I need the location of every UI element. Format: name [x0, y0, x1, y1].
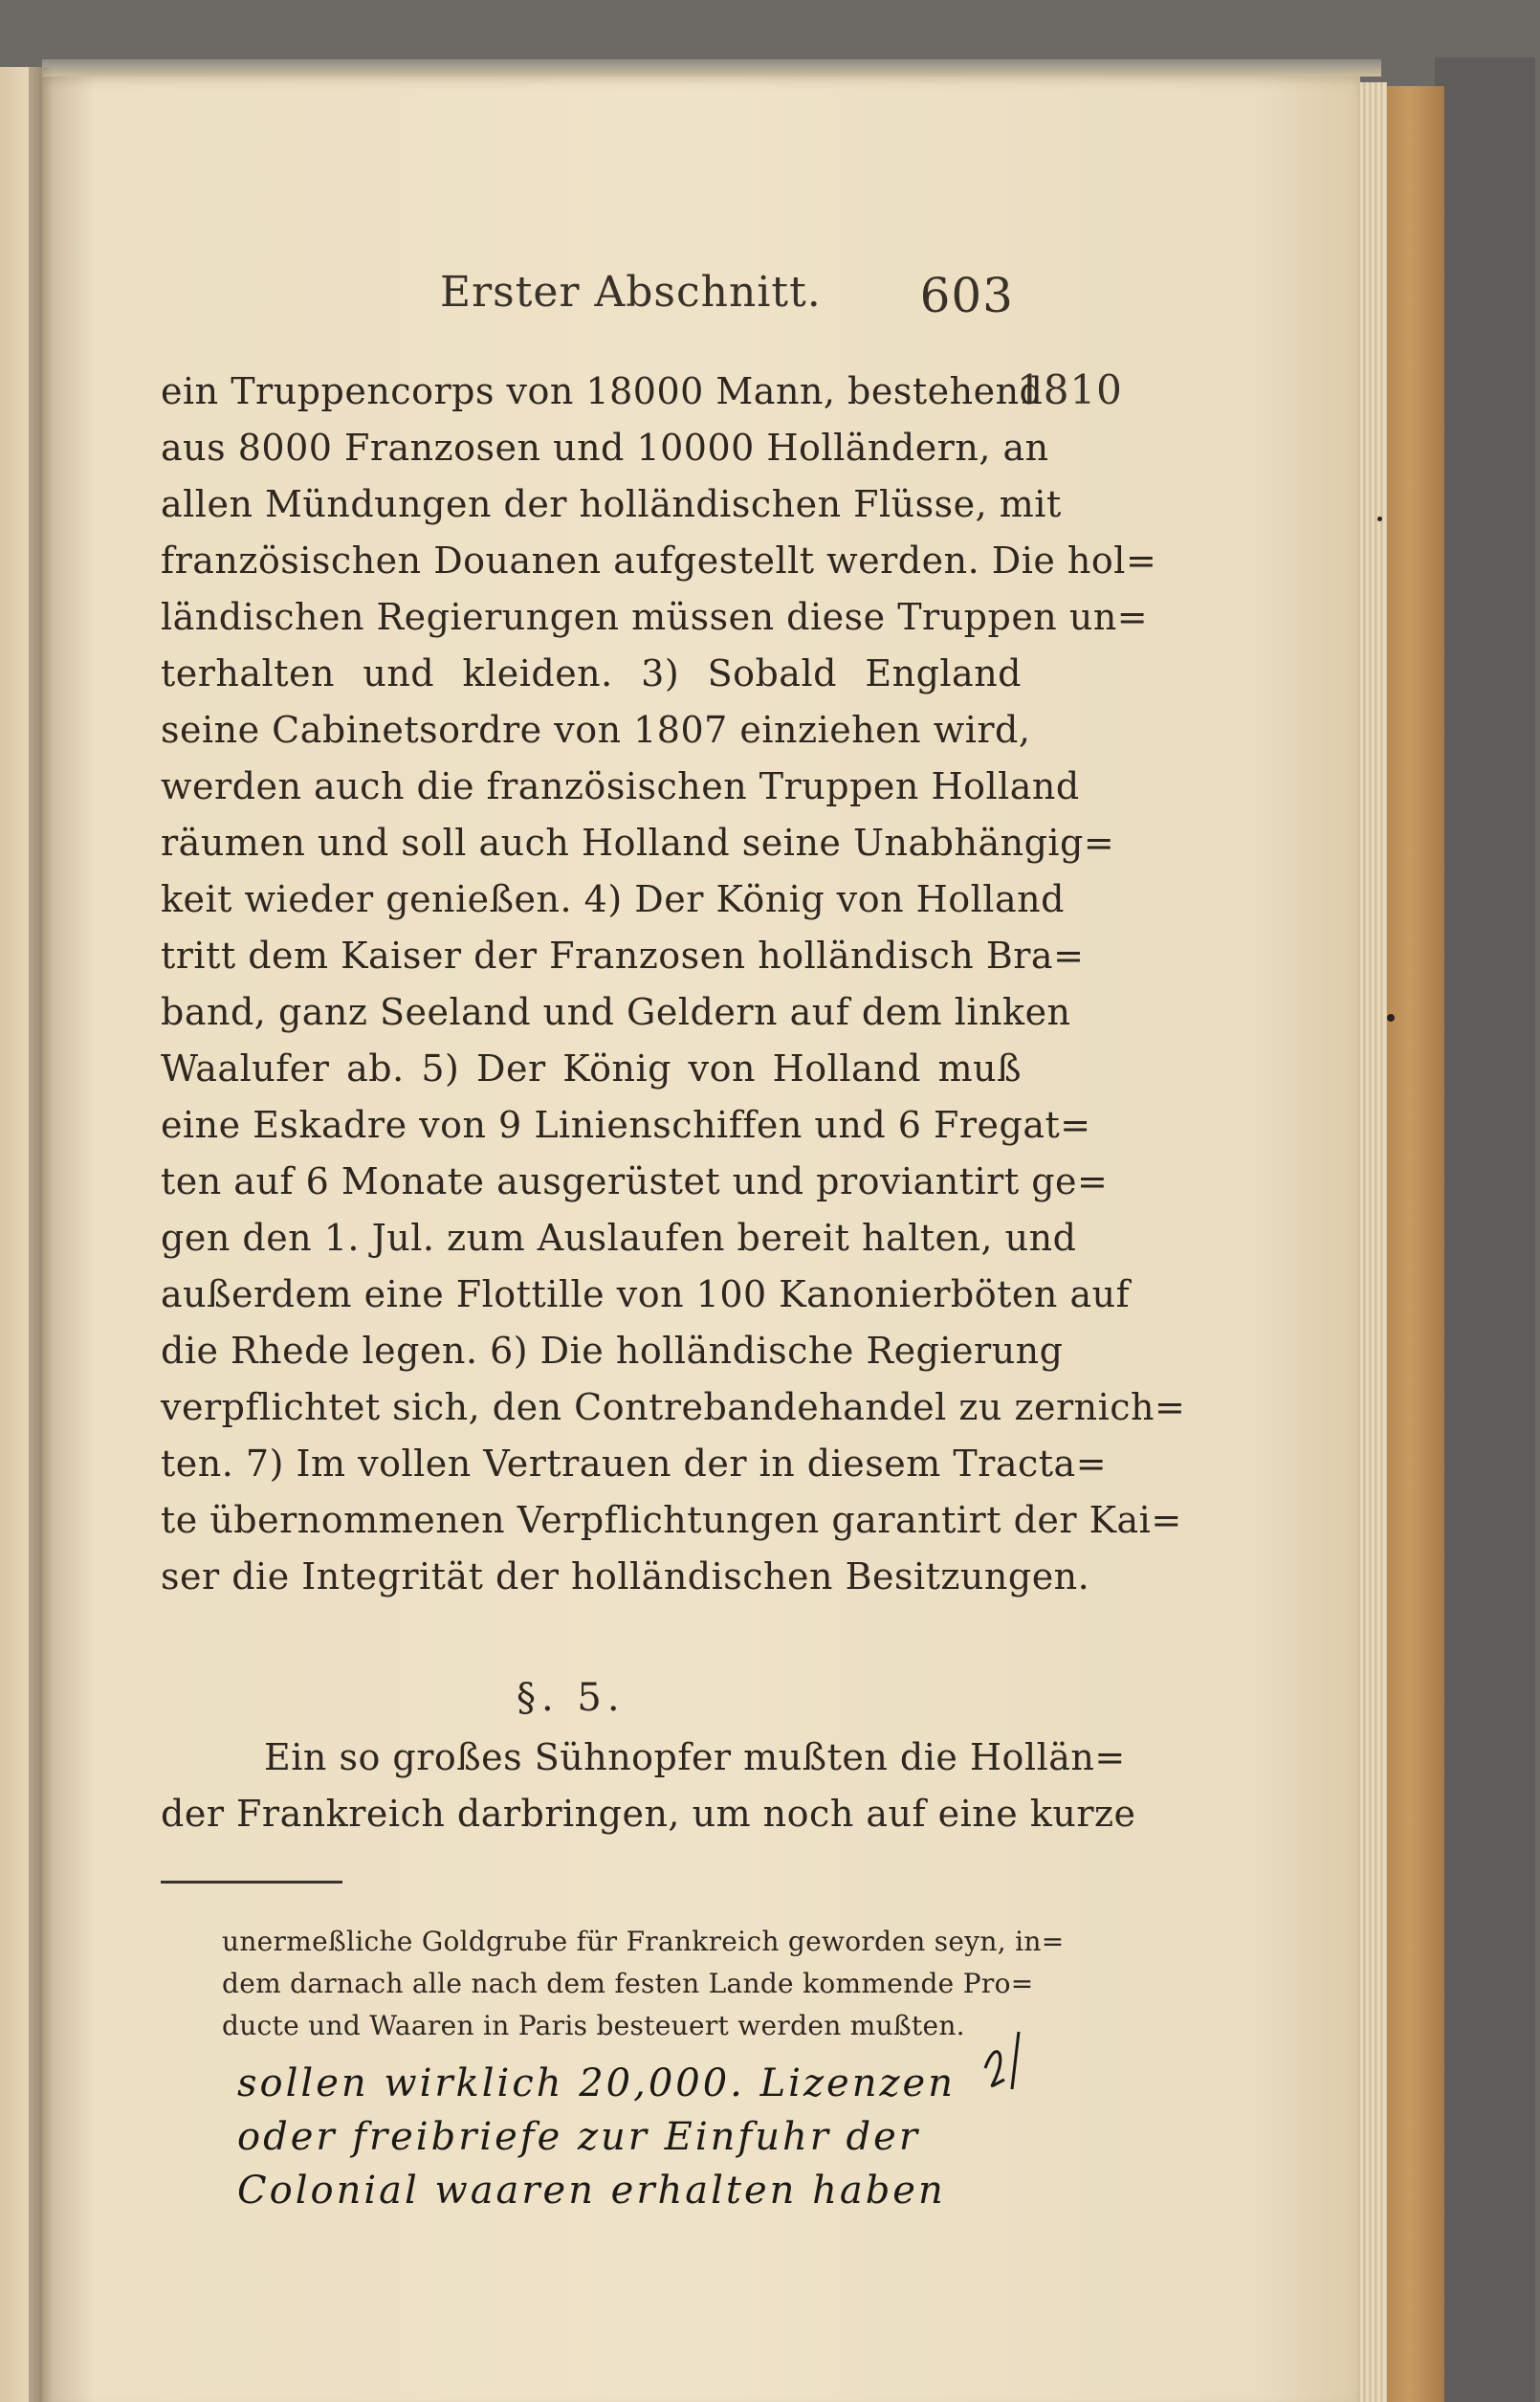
footnote-line: dem darnach alle nach dem festen Lande kommende Pro=	[222, 1968, 1034, 1999]
text-line: werden auch die französischen Truppen Holland	[161, 765, 1080, 807]
margin-year: 1810	[1017, 366, 1123, 413]
text-line: seine Cabinetsordre von 1807 einziehen wird,	[161, 709, 1031, 751]
text-line: räumen und soll auch Holland seine Unabhängig=	[161, 822, 1115, 864]
page-number: 603	[919, 268, 1014, 323]
text-line: der Frankreich darbringen, um noch auf eine kurze	[161, 1793, 1136, 1835]
text-line: ländischen Regierungen müssen diese Truppen un=	[161, 596, 1149, 638]
handwritten-line: Colonial waaren erhalten haben	[237, 2169, 946, 2213]
footnote-line: unermeßliche Goldgrube für Frankreich geworden seyn, in=	[222, 1926, 1065, 1957]
text-line: ein Truppencorps von 18000 Mann, bestehend	[161, 370, 1044, 412]
text-line: eine Eskadre von 9 Linienschiffen und 6 Fregat=	[161, 1104, 1091, 1146]
footnote	[222, 1921, 1065, 2047]
text-line: keit wieder genießen. 4) Der König von Holland	[161, 878, 1065, 920]
footnote-rule	[161, 1881, 342, 1884]
handwritten-line: sollen wirklich 20,000. Lizenzen	[237, 2061, 956, 2105]
text-line: terhalten und kleiden. 3) Sobald England	[161, 652, 1022, 694]
text-line: Waalufer ab. 5) Der König von Holland muß	[161, 1047, 1022, 1090]
text-line: französischen Douanen aufgestellt werden. Die hol=	[161, 540, 1157, 582]
text-line: ten auf 6 Monate ausgerüstet und proviantirt ge=	[161, 1160, 1109, 1202]
section-text	[161, 1730, 1136, 1842]
running-title: Erster Abschnitt.	[440, 268, 822, 317]
text-line: Ein so großes Sühnopfer mußten die Hollän=	[264, 1736, 1126, 1778]
text-line: gen den 1. Jul. zum Auslaufen bereit halten, und	[161, 1217, 1077, 1259]
text-line: te übernommenen Verpflichtungen garantirt der Kai=	[161, 1499, 1182, 1541]
text-line: aus 8000 Franzosen und 10000 Holländern, an	[161, 427, 1049, 469]
page-gutter	[29, 67, 54, 2402]
paper-speck	[1377, 517, 1382, 521]
page-top-edge	[42, 59, 1381, 77]
text-line: band, ganz Seeland und Geldern auf dem linken	[161, 991, 1071, 1033]
handwritten-flourish-icon	[966, 2013, 1540, 2204]
paper-speck	[1387, 1014, 1395, 1022]
text-line: allen Mündungen der holländischen Flüsse, mit	[161, 483, 1062, 525]
text-line: tritt dem Kaiser der Franzosen holländisch Bra=	[161, 935, 1085, 977]
handwritten-line: oder freibriefe zur Einfuhr der	[237, 2115, 920, 2159]
text-line: außerdem eine Flottille von 100 Kanonierböten auf	[161, 1273, 1131, 1315]
text-line: die Rhede legen. 6) Die holländische Regierung	[161, 1330, 1064, 1372]
text-line: ten. 7) Im vollen Vertrauen der in diesem Tracta=	[161, 1443, 1108, 1485]
text-line: verpflichtet sich, den Contrebandehandel zu zernich=	[161, 1386, 1186, 1428]
section-heading: §. 5.	[517, 1676, 626, 1720]
footnote-line: ducte und Waaren in Paris besteuert werden mußten.	[222, 2010, 965, 2041]
running-head	[163, 258, 1014, 325]
text-line: ser die Integrität der holländischen Besitzungen.	[161, 1555, 1090, 1598]
handwritten-note	[237, 2057, 1041, 2217]
